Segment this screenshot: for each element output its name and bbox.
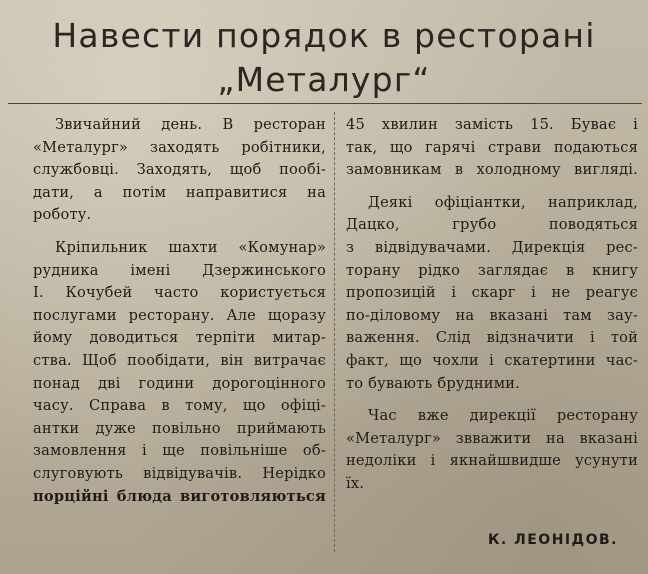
article-column-left xyxy=(33,114,326,508)
text-line: понад дві години дорогоцінного xyxy=(33,374,326,392)
paragraph-gap xyxy=(33,227,326,237)
text-line: торану рідко заглядає в книгу xyxy=(346,261,638,279)
text-line: по-діловому на вказані там зау- xyxy=(346,306,638,324)
text-line: «Металург» звважити на вказані xyxy=(346,429,638,447)
text-line: факт, що чохли і скатертини час- xyxy=(346,351,638,369)
text-line: дати, а потім направитися на xyxy=(33,183,326,201)
text-line: рудника імені Дзержинського xyxy=(33,261,326,279)
text-line: 45 хвилин замість 15. Буває і xyxy=(346,116,638,133)
text-line: антки дуже повільно приймають xyxy=(33,419,326,437)
text-line: ства. Щоб пообідати, він витрачає xyxy=(33,351,326,369)
text-line: роботу. xyxy=(33,206,92,224)
text-line: І. Кочубей часто користується xyxy=(33,284,326,302)
text-line: Деякі офіціантки, наприклад, xyxy=(368,193,638,211)
text-line: Кріпильник шахти «Комунар» xyxy=(55,238,326,256)
text-line: порційні блюда виготовляються xyxy=(33,487,326,505)
headline-line-1: Навести порядок в ресторані xyxy=(52,16,596,55)
text-line: Час вже дирекції ресторану xyxy=(368,407,638,425)
text-line: з відвідувачами. Дирекція рес- xyxy=(346,238,638,256)
text-line: службовці. Заходять, щоб пообі- xyxy=(33,161,326,179)
text-line: їх. xyxy=(346,474,365,492)
column-divider xyxy=(334,112,335,552)
text-line: пропозицій і скарг і не реагує xyxy=(346,284,638,302)
paragraph-gap xyxy=(346,395,638,405)
text-line: послугами ресторану. Але щоразу xyxy=(33,306,326,324)
text-line: «Металург» заходять робітники, xyxy=(33,138,326,156)
text-line: важення. Слід відзначити і той xyxy=(346,329,638,347)
text-line: Дацко, грубо поводяться xyxy=(346,216,638,234)
text-line: так, що гарячі страви подаються xyxy=(346,138,638,156)
text-line: недоліки і якнайшвидше усунути xyxy=(346,452,638,470)
text-line: слуговують відвідувачів. Нерідко xyxy=(33,464,326,482)
paragraph-gap xyxy=(346,182,638,192)
article-headline xyxy=(0,14,648,102)
text-line: Звичайний день. В ресторан xyxy=(55,116,326,133)
text-line: замовникам в холодному вигляді. xyxy=(346,161,638,179)
text-line: часу. Справа в тому, що офіці- xyxy=(33,397,326,415)
article-signature: К. ЛЕОНІДОВ. xyxy=(487,532,618,548)
article-column-right xyxy=(346,114,638,496)
headline-line-2: „Металург“ xyxy=(217,60,431,99)
text-line: йому доводиться терпіти митар- xyxy=(33,329,326,347)
text-line: то бувають брудними. xyxy=(346,374,521,392)
headline-rule xyxy=(8,103,642,104)
text-line: замовлення і ще повільніше об- xyxy=(33,442,326,460)
